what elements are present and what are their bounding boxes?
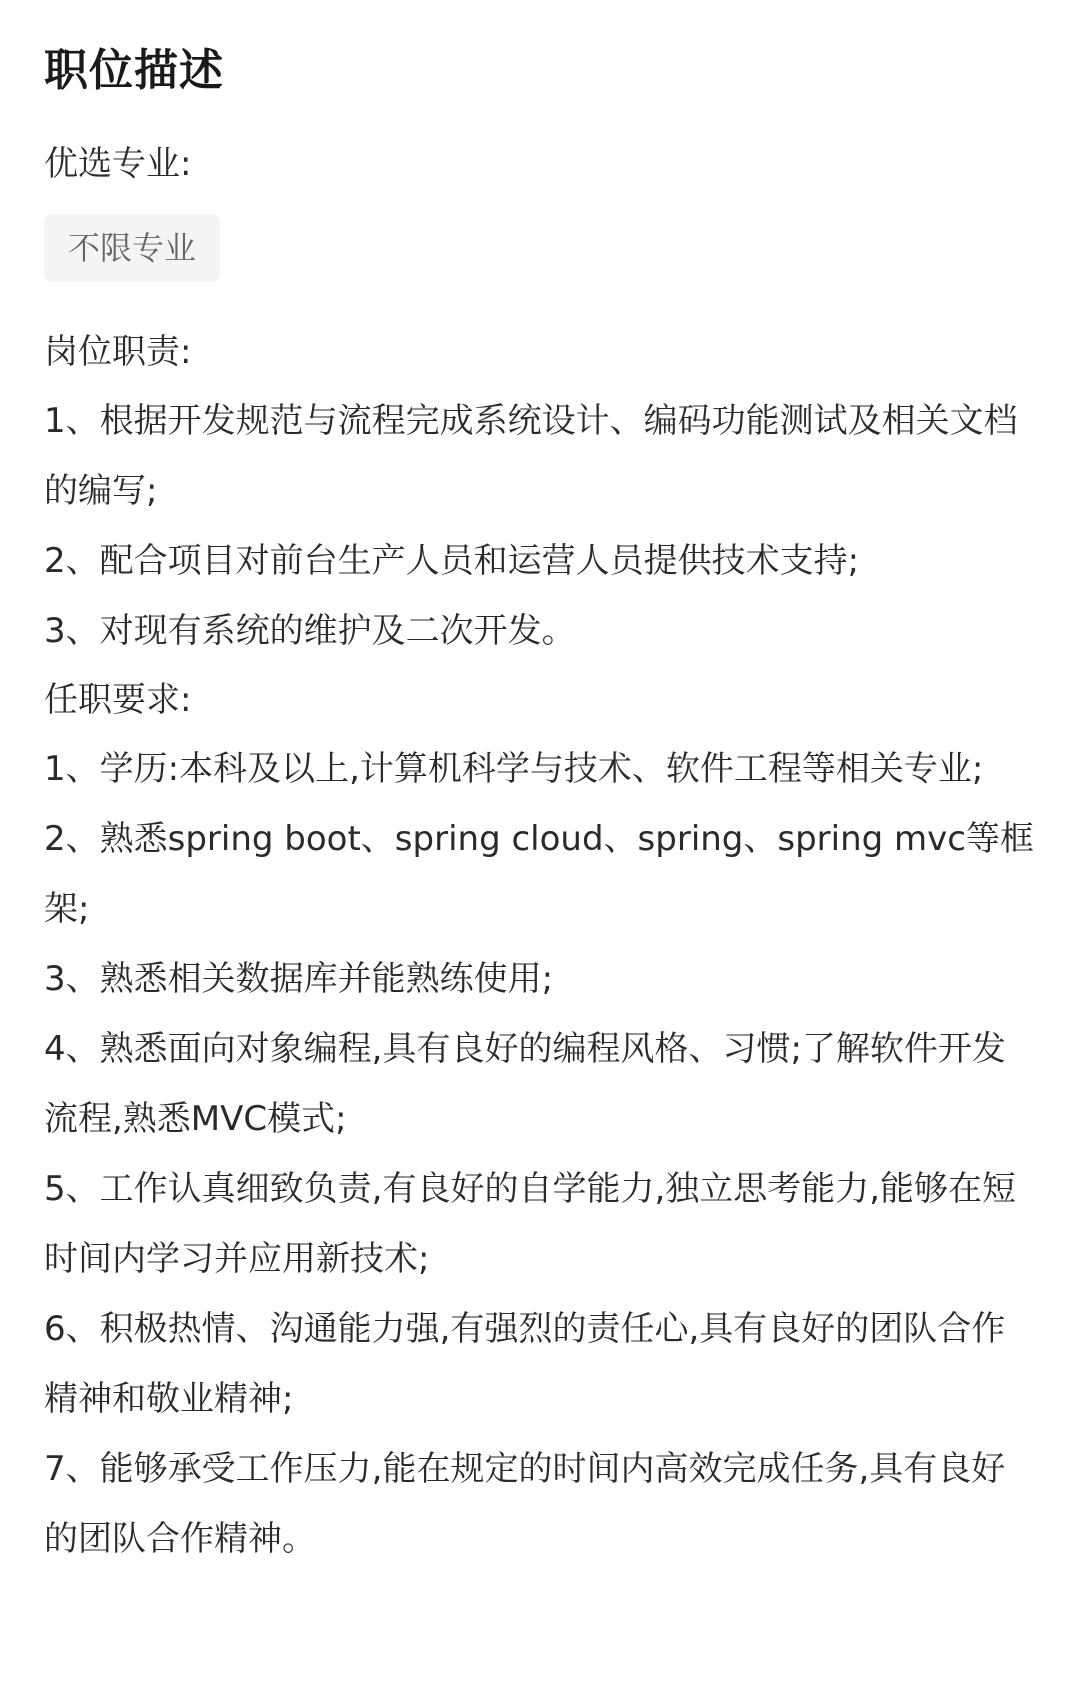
duties-list <box>44 386 1040 666</box>
requirements-label: 任职要求: <box>44 680 192 720</box>
requirement-item: 5、工作认真细致负责,有良好的自学能力,独立思考能力,能够在短时间内学习并应用新技术; <box>44 1169 1017 1279</box>
requirement-item: 7、能够承受工作压力,能在规定的时间内高效完成任务,具有良好的团队合作精神。 <box>44 1449 1006 1559</box>
duties-label: 岗位职责: <box>44 332 192 372</box>
page-title: 职位描述 <box>44 45 224 96</box>
requirement-item: 3、熟悉相关数据库并能熟练使用; <box>44 959 554 999</box>
major-tag: 不限专业 <box>44 214 220 282</box>
duty-item: 3、对现有系统的维护及二次开发。 <box>44 611 576 651</box>
requirements-list <box>44 734 1040 1574</box>
requirement-item: 2、熟悉spring boot、spring cloud、spring、spring mvc等框架; <box>44 819 1034 929</box>
duty-item: 1、根据开发规范与流程完成系统设计、编码功能测试及相关文档的编写; <box>44 401 1018 511</box>
preferred-major-label: 优选专业: <box>44 144 192 184</box>
duty-item: 2、配合项目对前台生产人员和运营人员提供技术支持; <box>44 541 860 581</box>
requirement-item: 4、熟悉面向对象编程,具有良好的编程风格、习惯;了解软件开发流程,熟悉MVC模式; <box>44 1029 1006 1139</box>
requirement-item: 6、积极热情、沟通能力强,有强烈的责任心,具有良好的团队合作精神和敬业精神; <box>44 1309 1006 1419</box>
requirement-item: 1、学历:本科及以上,计算机科学与技术、软件工程等相关专业; <box>44 749 984 789</box>
